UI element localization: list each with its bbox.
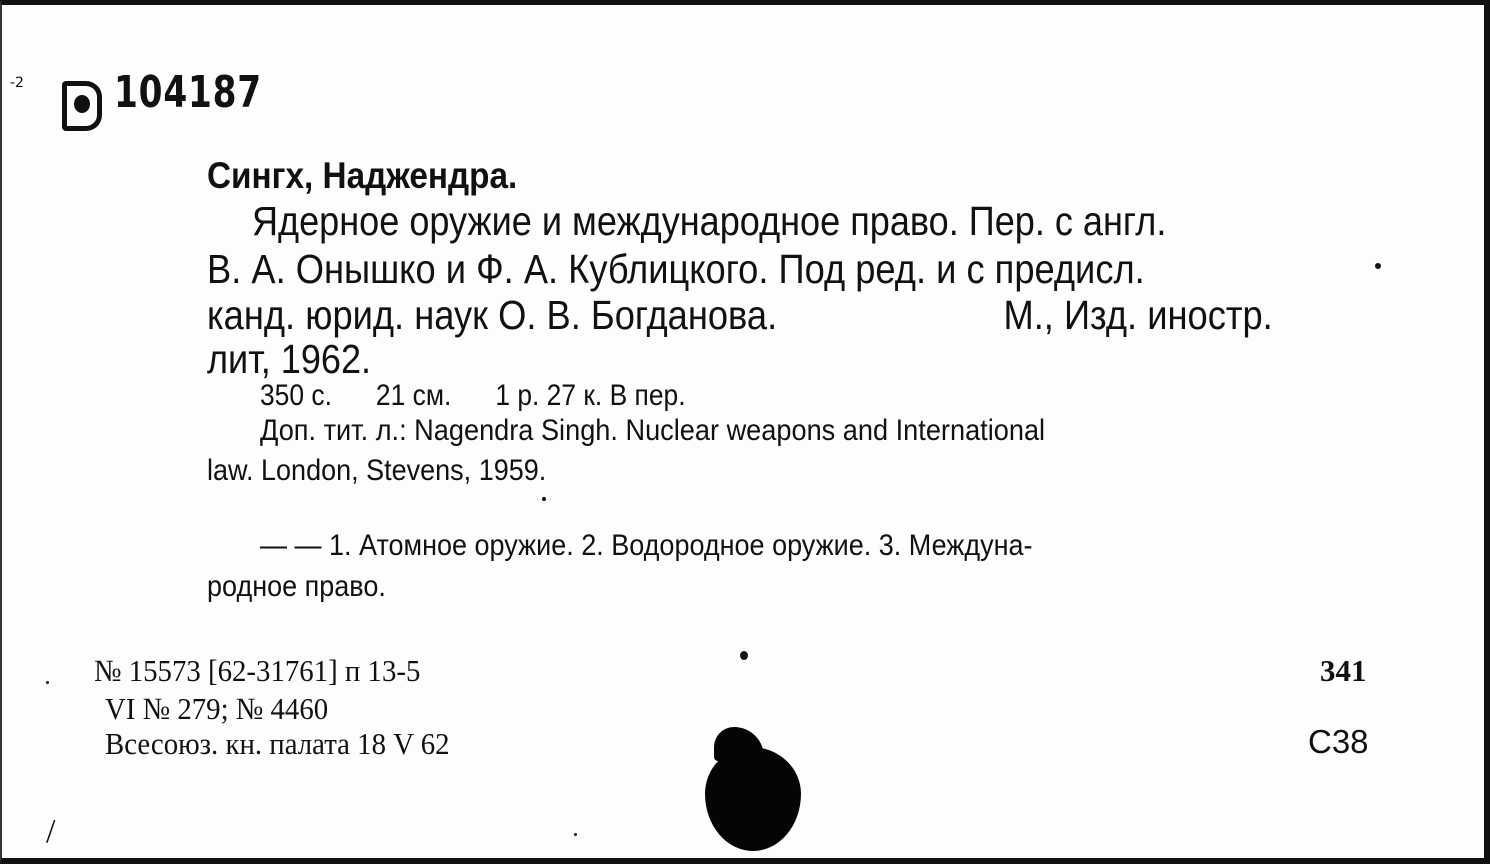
price-text: 1 р. 27 к. В пер. bbox=[495, 379, 686, 412]
classification-code-1: 341 bbox=[1320, 653, 1367, 688]
classification-code-2: С38 bbox=[1308, 723, 1369, 760]
ink-speck bbox=[740, 651, 748, 660]
ink-speck bbox=[574, 833, 577, 836]
title-line-2: В. А. Онышко и Ф. А. Кублицкого. Под ред. и с предисл. bbox=[207, 246, 1145, 292]
ink-speck bbox=[542, 497, 546, 501]
pages-text: 350 с. bbox=[260, 379, 332, 412]
parallel-title-line-2: law. London, Stevens, 1959. bbox=[207, 454, 547, 487]
library-stamp-icon bbox=[62, 81, 102, 131]
punch-hole bbox=[705, 747, 801, 851]
footer-series: VI № 279; № 4460 bbox=[105, 691, 329, 726]
size-text: 21 см. bbox=[375, 379, 452, 412]
title-line-1: Ядерное оружие и международное право. Пер. с англ. bbox=[252, 198, 1167, 244]
editor-text: канд. юрид. наук О. В. Богданова. bbox=[207, 292, 778, 338]
publisher-text: М., Изд. иностр. bbox=[1003, 292, 1273, 338]
physical-description bbox=[260, 381, 686, 411]
inventory-number: 104187 bbox=[114, 67, 262, 118]
subjects-line-2: родное право. bbox=[207, 570, 386, 603]
footer-registration: № 15573 [62-31761] п 13-5 bbox=[94, 653, 421, 688]
ink-speck bbox=[46, 681, 49, 684]
parallel-title-line-1: Доп. тит. л.: Nagendra Singh. Nuclear weapons and International bbox=[260, 414, 1046, 447]
ink-speck bbox=[1375, 263, 1381, 269]
title-line-3 bbox=[207, 292, 1375, 338]
footer-chamber: Всесоюз. кн. палата 18 V 62 bbox=[105, 726, 450, 761]
corner-mark: -2 bbox=[10, 75, 24, 91]
subjects-line-1: — — 1. Атомное оружие. 2. Водородное оружие. 3. Междуна- bbox=[260, 529, 1033, 562]
year-line: лит, 1962. bbox=[207, 336, 372, 382]
author-heading: Сингх, Наджендра. bbox=[207, 155, 518, 196]
pencil-mark: / bbox=[46, 813, 56, 850]
